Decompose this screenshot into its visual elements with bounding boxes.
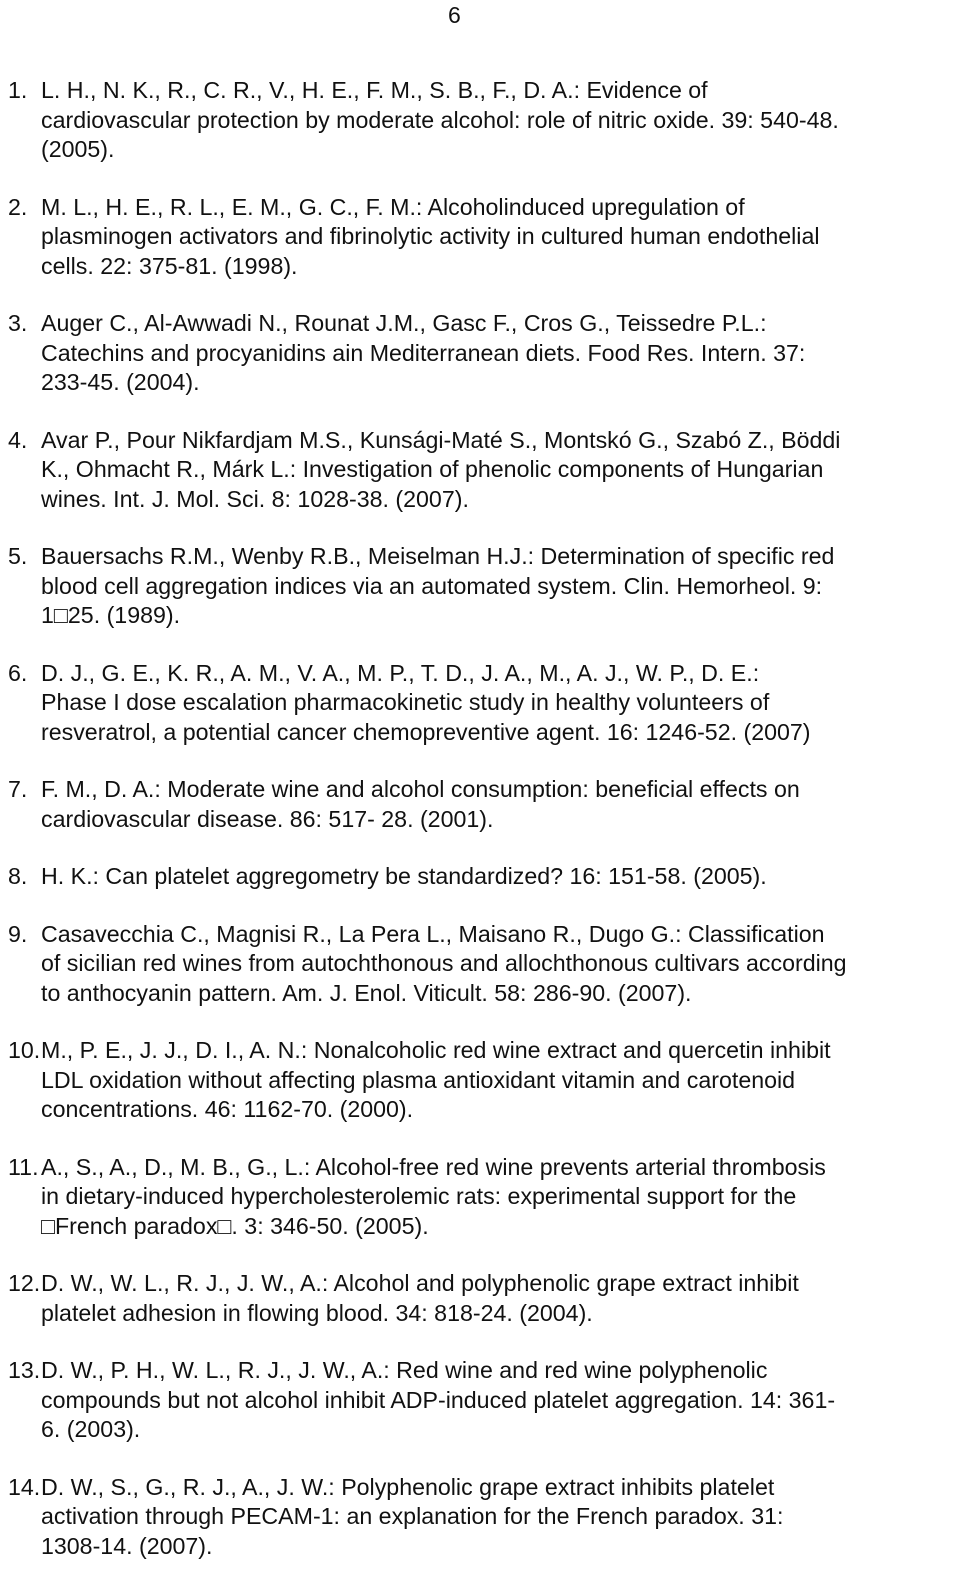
reference-text: Avar P., Pour Nikfardjam M.S., Kunsági-Maté S., Montskó G., Szabó Z., Böddi K., Ohmacht R., Márk L.: Investigation of phenolic components of Hungarian wines. Int. J. Mol. Sci. 8: 1028-38. (2007). [41,426,841,512]
reference-item-5 [8,542,956,631]
reference-number: 1. [8,77,28,103]
reference-text: D. J., G. E., K. R., A. M., V. A., M. P., T. D., J. A., M., A. J., W. P., D. E.: Phase I dose escalation pharmacokinetic study in healthy volunteers of resveratrol, a potential cancer chemopreventive agent. 16: 1246-52. (2007) [41,659,811,745]
reference-number: 13. [8,1357,41,1383]
reference-item-12 [8,1269,956,1328]
reference-item-3 [8,309,956,398]
reference-number: 2. [8,193,28,220]
reference-item-6 [8,659,956,748]
reference-list [8,76,956,1589]
reference-item-4 [8,426,956,515]
reference-item-10 [8,1036,956,1125]
reference-text: D. W., W. L., R. J., J. W., A.: Alcohol and polyphenolic grape extract inhibit platelet adhesion in flowing blood. 34: 818-24. (2004). [41,1270,799,1326]
reference-number: 4. [8,426,28,453]
reference-text: D. W., P. H., W. L., R. J., J. W., A.: Red wine and red wine polyphenolic compounds but not alcohol inhibit ADP-induced platelet aggregation. 14: 361- 6. (2003). [41,1357,836,1442]
reference-item-2 [8,193,956,282]
reference-item-9 [8,920,956,1009]
reference-text: D. W., S., G., R. J., A., J. W.: Polyphenolic grape extract inhibits platelet activation through PECAM-1: an explanation for the French paradox. 31: 1308-14. (2007). [41,1473,784,1559]
reference-text: Auger C., Al-Awwadi N., Rounat J.M., Gasc F., Cros G., Teissedre P.L.: Catechins and procyanidins ain Mediterranean diets. Food Res. Intern. 37: 233-45. (2004). [41,310,806,395]
reference-text: F. M., D. A.: Moderate wine and alcohol consumption: beneficial effects on cardiovascular disease. 86: 517- 28. (2001). [41,776,800,832]
reference-item-13 [8,1356,956,1445]
reference-number: 9. [8,920,28,947]
reference-number: 6. [8,659,28,686]
reference-number: 10. [8,1037,41,1063]
reference-text: M., P. E., J. J., D. I., A. N.: Nonalcoholic red wine extract and quercetin inhibit LDL oxidation without affecting plasma antioxidant vitamin and carotenoid concentrations. 46: 1162-70. (2000). [41,1037,831,1122]
reference-number: 11. [8,1153,39,1180]
reference-item-14 [8,1473,956,1562]
reference-text: Bauersachs R.M., Wenby R.B., Meiselman H.J.: Determination of specific red blood cell aggregation indices via an automated system. Clin. Hemorheol. 9: 1□25. (1989). [41,543,835,628]
reference-text: Casavecchia C., Magnisi R., La Pera L., Maisano R., Dugo G.: Classification of sicilian red wines from autochthonous and allochthonous cultivars according to anthocyanin pattern. Am. J. Enol. Viticult. 58: 286-90. (2007). [41,920,847,1006]
reference-number: 7. [8,776,28,802]
reference-item-8 [8,862,956,892]
reference-number: 14. [8,1473,41,1500]
reference-text: M. L., H. E., R. L., E. M., G. C., F. M.: Alcoholinduced upregulation of plasminogen activators and fibrinolytic activity in cultured human endothelial cells. 22: 375-81. (1998). [41,193,820,279]
reference-item-1 [8,76,956,165]
reference-item-7 [8,775,956,834]
page-number: 6 [448,2,461,28]
reference-text: H. K.: Can platelet aggregometry be standardized? 16: 151-58. (2005). [41,863,767,889]
reference-number: 3. [8,310,28,336]
reference-number: 12. [8,1270,41,1296]
reference-number: 5. [8,543,28,569]
reference-item-11 [8,1153,956,1242]
reference-number: 8. [8,863,28,889]
reference-text: A., S., A., D., M. B., G., L.: Alcohol-free red wine prevents arterial thrombosis in dietary-induced hypercholesterolemic rats: experimental support for the □French paradox□. 3: 346-50. (2005). [41,1153,826,1239]
reference-text: L. H., N. K., R., C. R., V., H. E., F. M., S. B., F., D. A.: Evidence of cardiovascular protection by moderate alcohol: role of nitric oxide. 39: 540-48. (2005). [41,77,839,162]
